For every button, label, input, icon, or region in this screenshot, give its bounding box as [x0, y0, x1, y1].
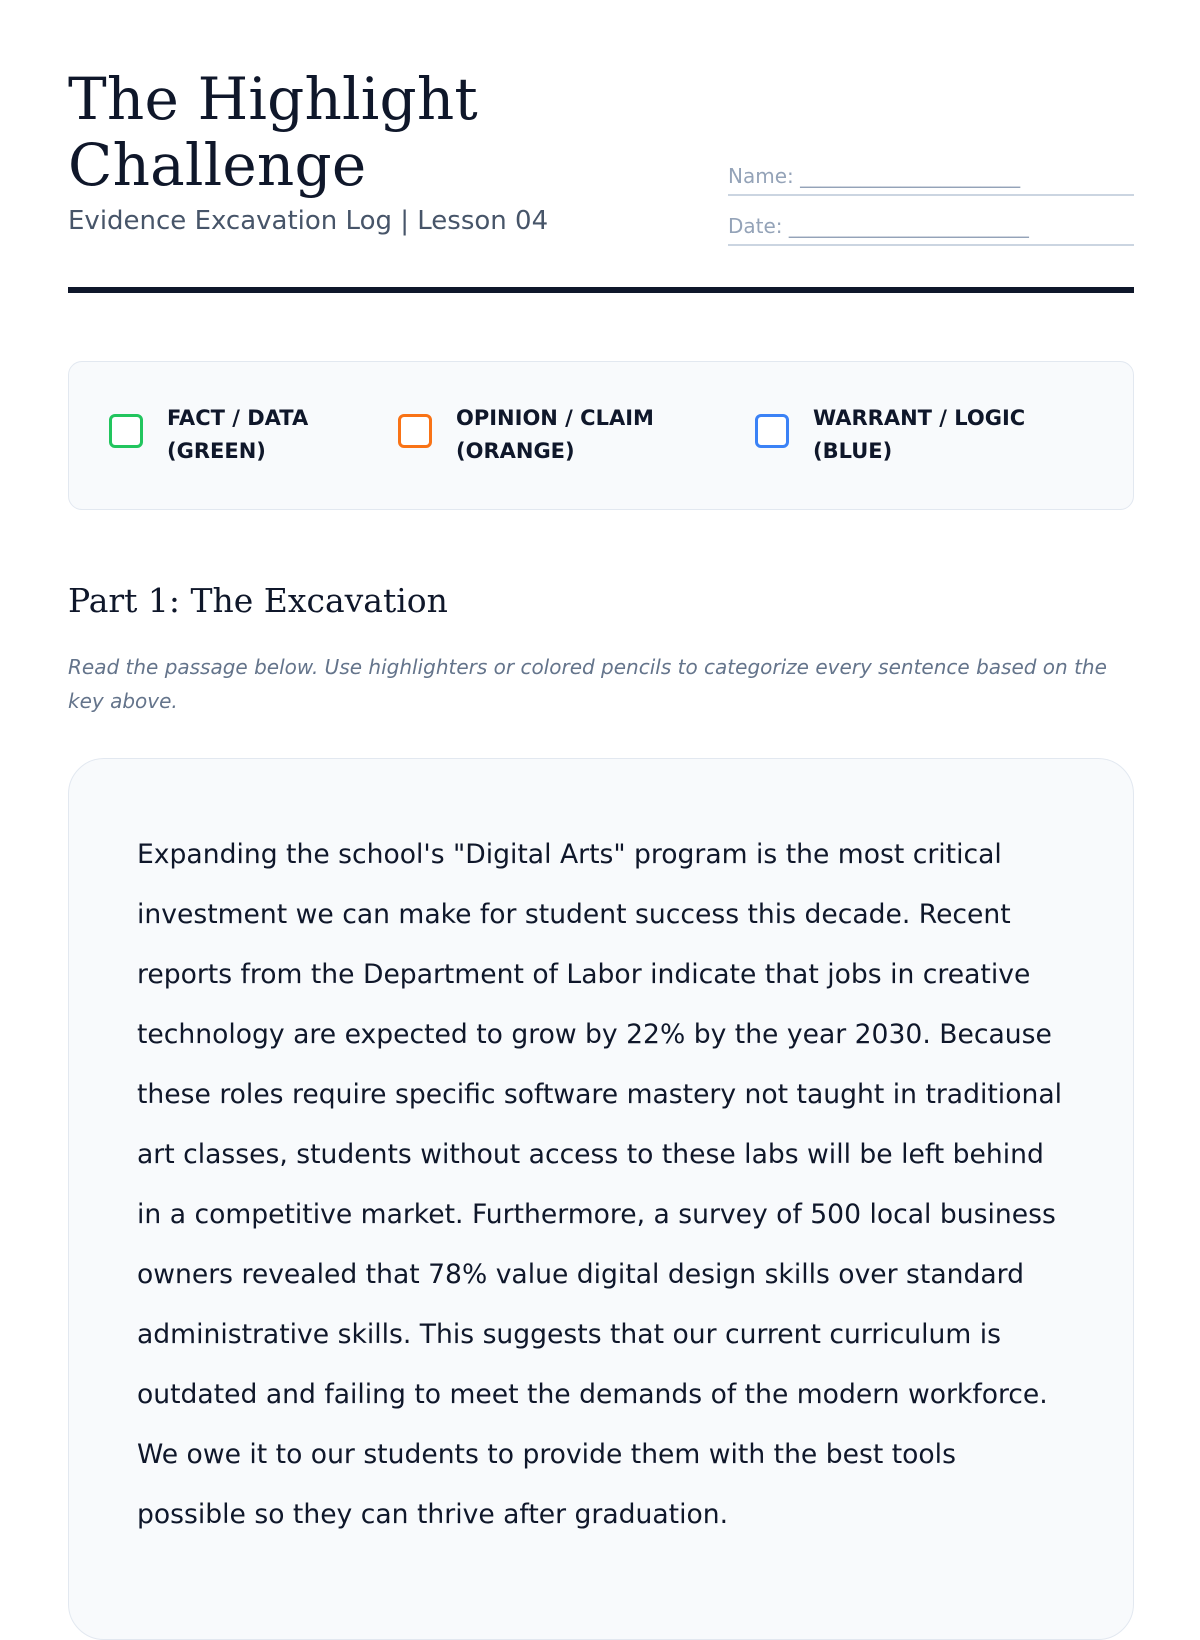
blue-checkbox-icon: [755, 414, 789, 448]
highlight-key: [68, 361, 1134, 510]
date-field[interactable]: Date: ________________________: [728, 212, 1134, 246]
key-label-fact: FACT / DATA (GREEN): [167, 406, 309, 463]
header-divider: [68, 287, 1134, 293]
worksheet-page: [68, 0, 1134, 1600]
student-info: [728, 162, 1134, 262]
name-field[interactable]: Name: ______________________: [728, 162, 1134, 196]
key-item-opinion: [398, 402, 654, 468]
passage-text: Expanding the school's "Digital Arts" program is the most critical investment we can make for student success this decade. Recent reports from the Department of Labor indicate that jobs in creative technology are expected to grow by 22% by the year 2030. Because these roles require specific software mastery not taught in traditional art classes, students without access to these labs will be left behind in a competitive market. Furthermore, a survey of 500 local business owners revealed that 78% value digital design skills over standard administrative skills. This suggests that our current curriculum is outdated and failing to meet the demands of the modern workforce. We owe it to our students to provide them with the best tools possible so they can thrive after graduation.: [137, 839, 1063, 1530]
section-title: Part 1: The Excavation: [68, 581, 448, 620]
page-title: The Highlight Challenge: [68, 65, 478, 199]
orange-checkbox-icon: [398, 414, 432, 448]
green-checkbox-icon: [109, 414, 143, 448]
key-item-fact: [109, 402, 308, 468]
section-instructions: Read the passage below. Use highlighters or colored pencils to categorize every sentence based on the key above.: [68, 655, 1107, 713]
page-subtitle: Evidence Excavation Log | Lesson 04: [68, 206, 549, 236]
key-label-opinion: OPINION / CLAIM (ORANGE): [456, 406, 654, 463]
worksheet-header: [68, 66, 1134, 296]
passage-card: [68, 758, 1134, 1640]
key-label-warrant: WARRANT / LOGIC (BLUE): [813, 406, 1026, 463]
key-item-warrant: [755, 402, 1025, 468]
